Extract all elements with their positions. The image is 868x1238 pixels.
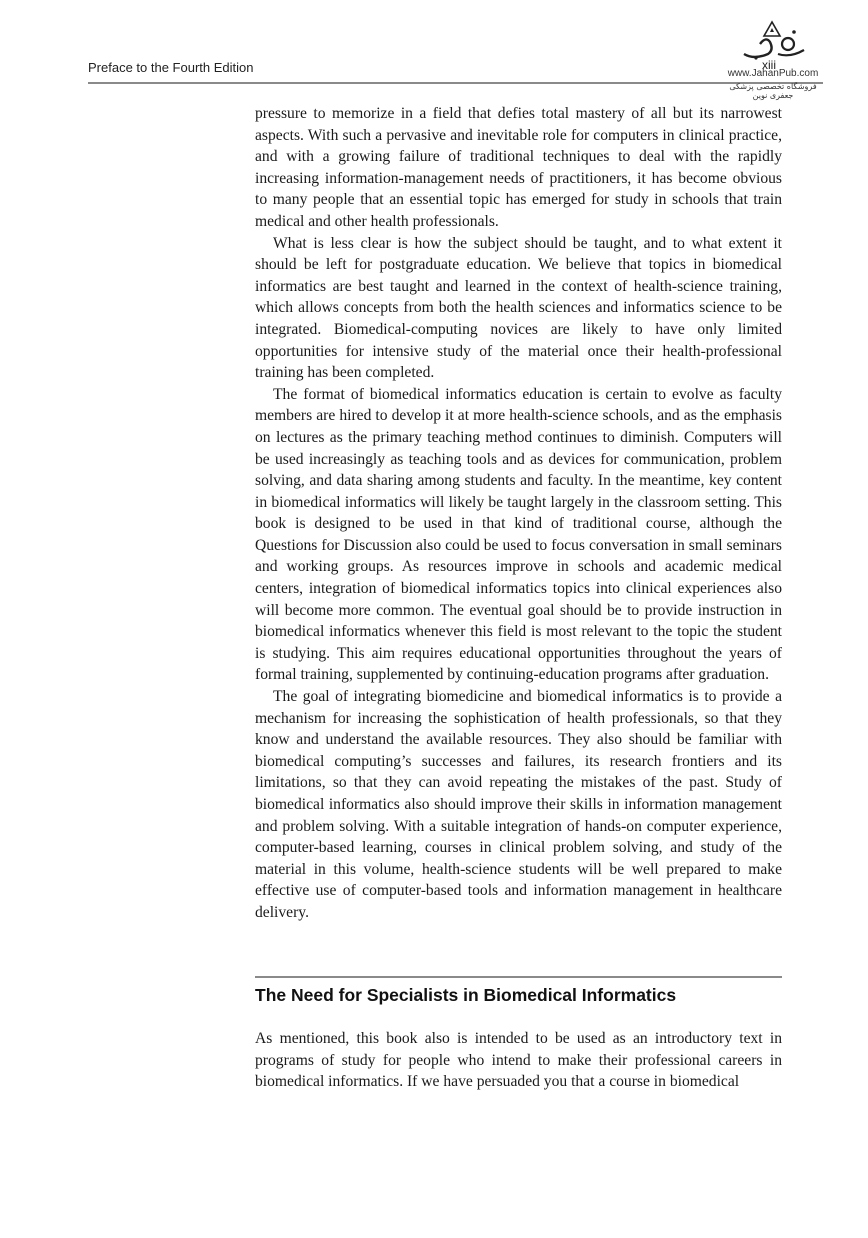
- running-title: Preface to the Fourth Edition: [88, 60, 254, 75]
- body-paragraph-1: pressure to memorize in a field that defies total mastery of all but its narrowest aspects. With such a pervasive and inevitable role for computers in clinical practice, and with a growing failure of traditional techniques to deal with the rapidly increasing information-management needs of practitioners, it has become obvious to many people that an essential topic has emerged for study in schools that train medical and other health professionals.: [255, 105, 782, 230]
- section-text: [255, 1028, 782, 1093]
- body-paragraph-4: The goal of integrating biomedicine and biomedical informatics is to provide a mechanism for increasing the sophistication of health professionals, so that they know and understand the available resources. They also should be familiar with biomedical computing’s successes and failures, its research frontiers and its limitations, so that they can avoid repeating the mistakes of the past. Study of biomedical informatics also should improve their skills in information management and problem solving. With a suitable integration of hands-on computer experience, computer-based learning, courses in clinical problem solving, and study of the material in this volume, health-science students will be well prepared to make effective use of computer-based tools and information management in healthcare delivery.: [255, 688, 782, 921]
- header-rule: [88, 82, 823, 84]
- body-text: [255, 103, 782, 924]
- section-paragraph: As mentioned, this book also is intended to be used as an introductory text in programs of study for people who intend to make their professional careers in biomedical informatics. If we have persuaded you that a course in biomedical: [255, 1030, 782, 1091]
- publisher-logo: [718, 14, 828, 98]
- calligraphy-logo-icon: [734, 14, 812, 66]
- page-number: xiii: [762, 58, 776, 72]
- body-paragraph-2: What is less clear is how the subject should be taught, and to what extent it should be left for postgraduate education. We believe that topics in biomedical informatics are best taught and learned in the context of health-science training, which allows concepts from both the health sciences and informatics science to be integrated. Biomedical-computing novices are likely to have only limited opportunities for intensive study of the material once their health-professional training has been completed.: [255, 234, 782, 382]
- body-paragraph-3: The format of biomedical informatics education is certain to evolve as faculty members are hired to develop it at more health-science schools, and as the emphasis on lectures as the primary teaching method continues to diminish. Computers will be used increasingly as teaching tools and as devices for communication, problem solving, and data sharing among students and faculty. In the meantime, key content in biomedical informatics will likely be taught largely in the classroom setting. This book is designed to be used in that kind of traditional course, although the Questions for Discussion also could be used to focus conversation in small seminars and working groups. As resources improve in schools and academic medical centers, integration of biomedical informatics topics into clinical experiences also will become more common. The eventual goal should be to provide instruction in biomedical informatics whenever this field is most relevant to the topic the student is studying. This aim requires educational opportunities throughout the years of formal training, supplemented by continuing-education programs after graduation.: [255, 385, 782, 684]
- section-heading: The Need for Specialists in Biomedical Informatics: [255, 985, 677, 1005]
- section-rule: [255, 976, 782, 978]
- publisher-shop-text: فروشگاه تخصصی پزشکی جعفری نوین: [729, 82, 817, 100]
- publisher-url: www.JahanPub.com: [727, 68, 819, 79]
